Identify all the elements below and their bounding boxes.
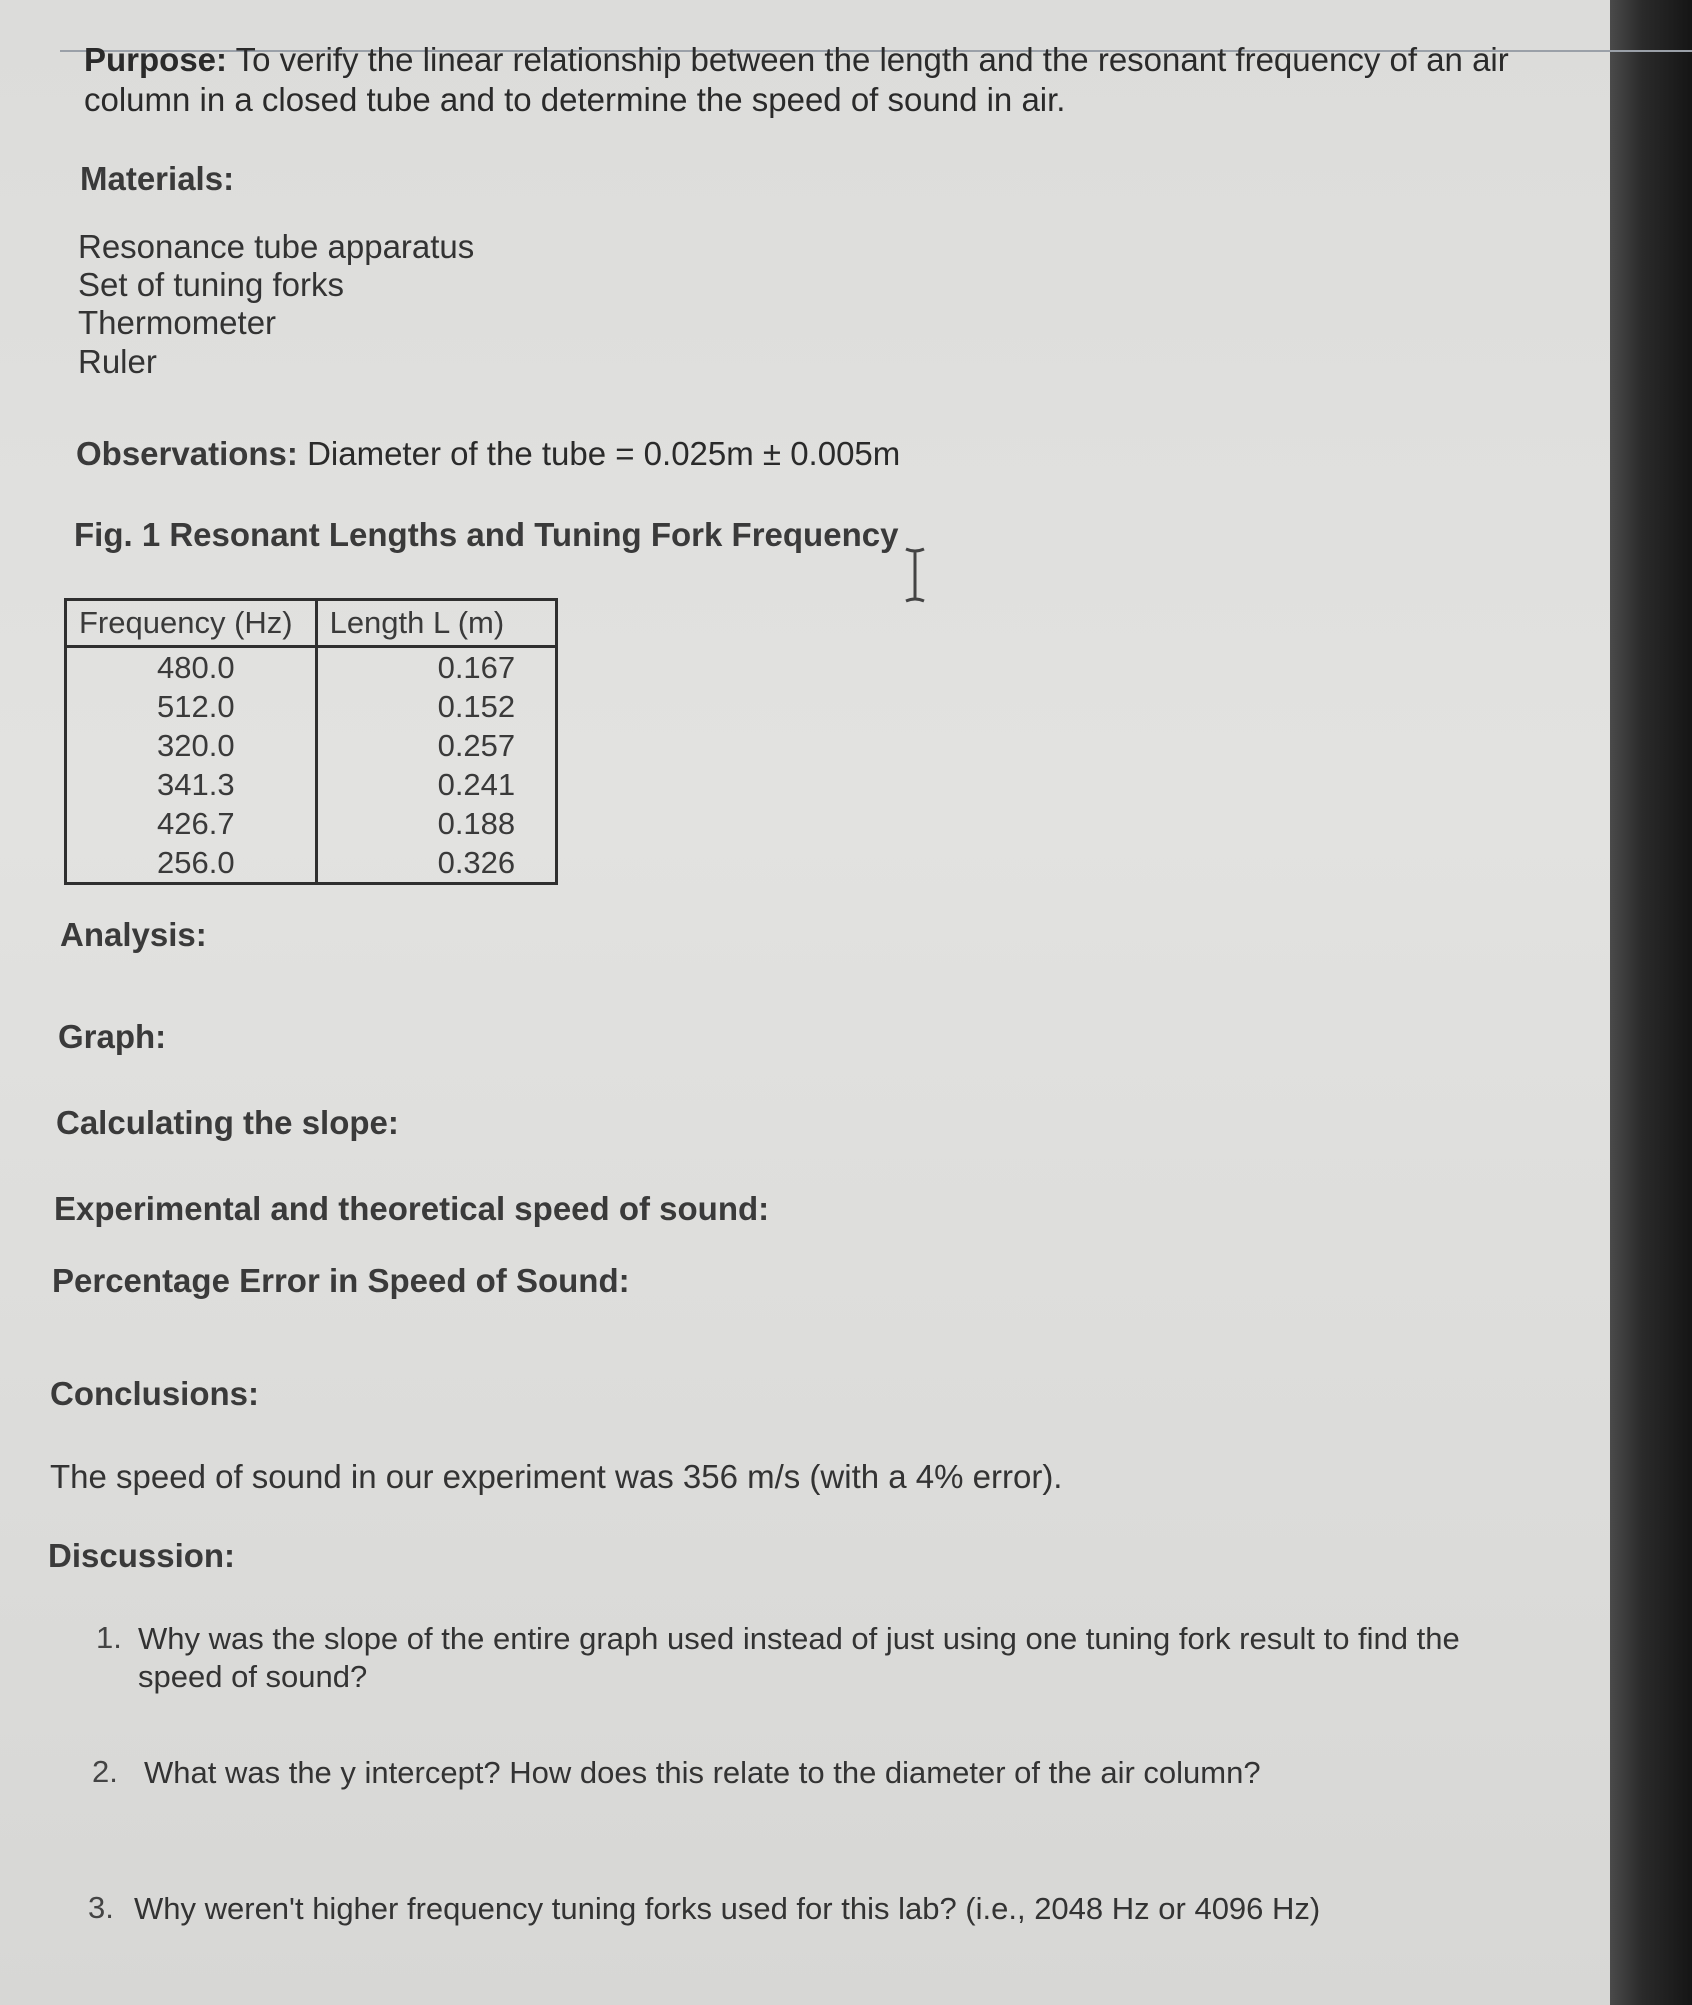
question-number: 1. [96,1620,122,1655]
column-header-length: Length L (m) [316,600,557,647]
length-cell: 0.257 [437,728,516,763]
question-text: Why was the slope of the entire graph used instead of just using one tuning fork result to find the speed of sound? [138,1621,1460,1694]
question-text: What was the y intercept? How does this relate to the diameter of the air column? [144,1755,1261,1790]
table-row [66,726,557,765]
observations-label: Observations: [76,435,298,472]
frequency-cell: 426.7 [66,804,317,843]
column-header-frequency: Frequency (Hz) [66,600,317,647]
speed-heading: Experimental and theoretical speed of sound: [54,1190,770,1227]
question-number: 3. [88,1890,114,1925]
figure-caption: Fig. 1 Resonant Lengths and Tuning Fork Frequency [74,516,899,553]
materials-heading: Materials: [80,160,235,197]
length-cell: 0.241 [437,767,516,802]
text-cursor-icon [900,545,930,605]
purpose-text: To verify the linear relationship between the length and the resonant frequency of an air column in a closed tube and to determine the speed of sound in air. [84,41,1509,118]
frequency-cell: 341.3 [66,765,317,804]
screen-bezel [1610,0,1692,2005]
slope-heading: Calculating the slope: [56,1104,399,1141]
frequency-cell: 512.0 [66,687,317,726]
table-header-row [66,600,557,647]
analysis-heading: Analysis: [60,916,207,953]
frequency-cell: 320.0 [66,726,317,765]
table-row [66,765,557,804]
question-text: Why weren't higher frequency tuning forks used for this lab? (i.e., 2048 Hz or 4096 Hz) [134,1891,1321,1926]
frequency-cell: 480.0 [66,647,317,688]
purpose-label: Purpose: [84,41,228,78]
material-item: Resonance tube apparatus [78,228,475,265]
table-row [66,804,557,843]
frequency-cell: 256.0 [66,843,317,884]
material-item: Ruler [78,343,157,380]
table-row [66,687,557,726]
purpose-paragraph [84,40,1564,120]
question-number: 2. [92,1754,118,1789]
table-row [66,843,557,884]
graph-heading: Graph: [58,1018,167,1055]
length-cell: 0.326 [437,845,516,880]
observations-line [76,435,900,473]
table-row [66,647,557,688]
resonance-table [64,598,558,885]
error-heading: Percentage Error in Speed of Sound: [52,1262,630,1299]
length-cell: 0.152 [437,689,516,724]
material-item: Set of tuning forks [78,266,344,303]
observations-text: Diameter of the tube = 0.025m ± 0.005m [297,435,901,472]
conclusions-heading: Conclusions: [50,1375,260,1412]
length-cell: 0.188 [437,806,516,841]
discussion-heading: Discussion: [48,1537,236,1574]
length-cell: 0.167 [437,650,516,685]
conclusion-text: The speed of sound in our experiment was 356 m/s (with a 4% error). [50,1458,1063,1495]
material-item: Thermometer [78,304,277,341]
